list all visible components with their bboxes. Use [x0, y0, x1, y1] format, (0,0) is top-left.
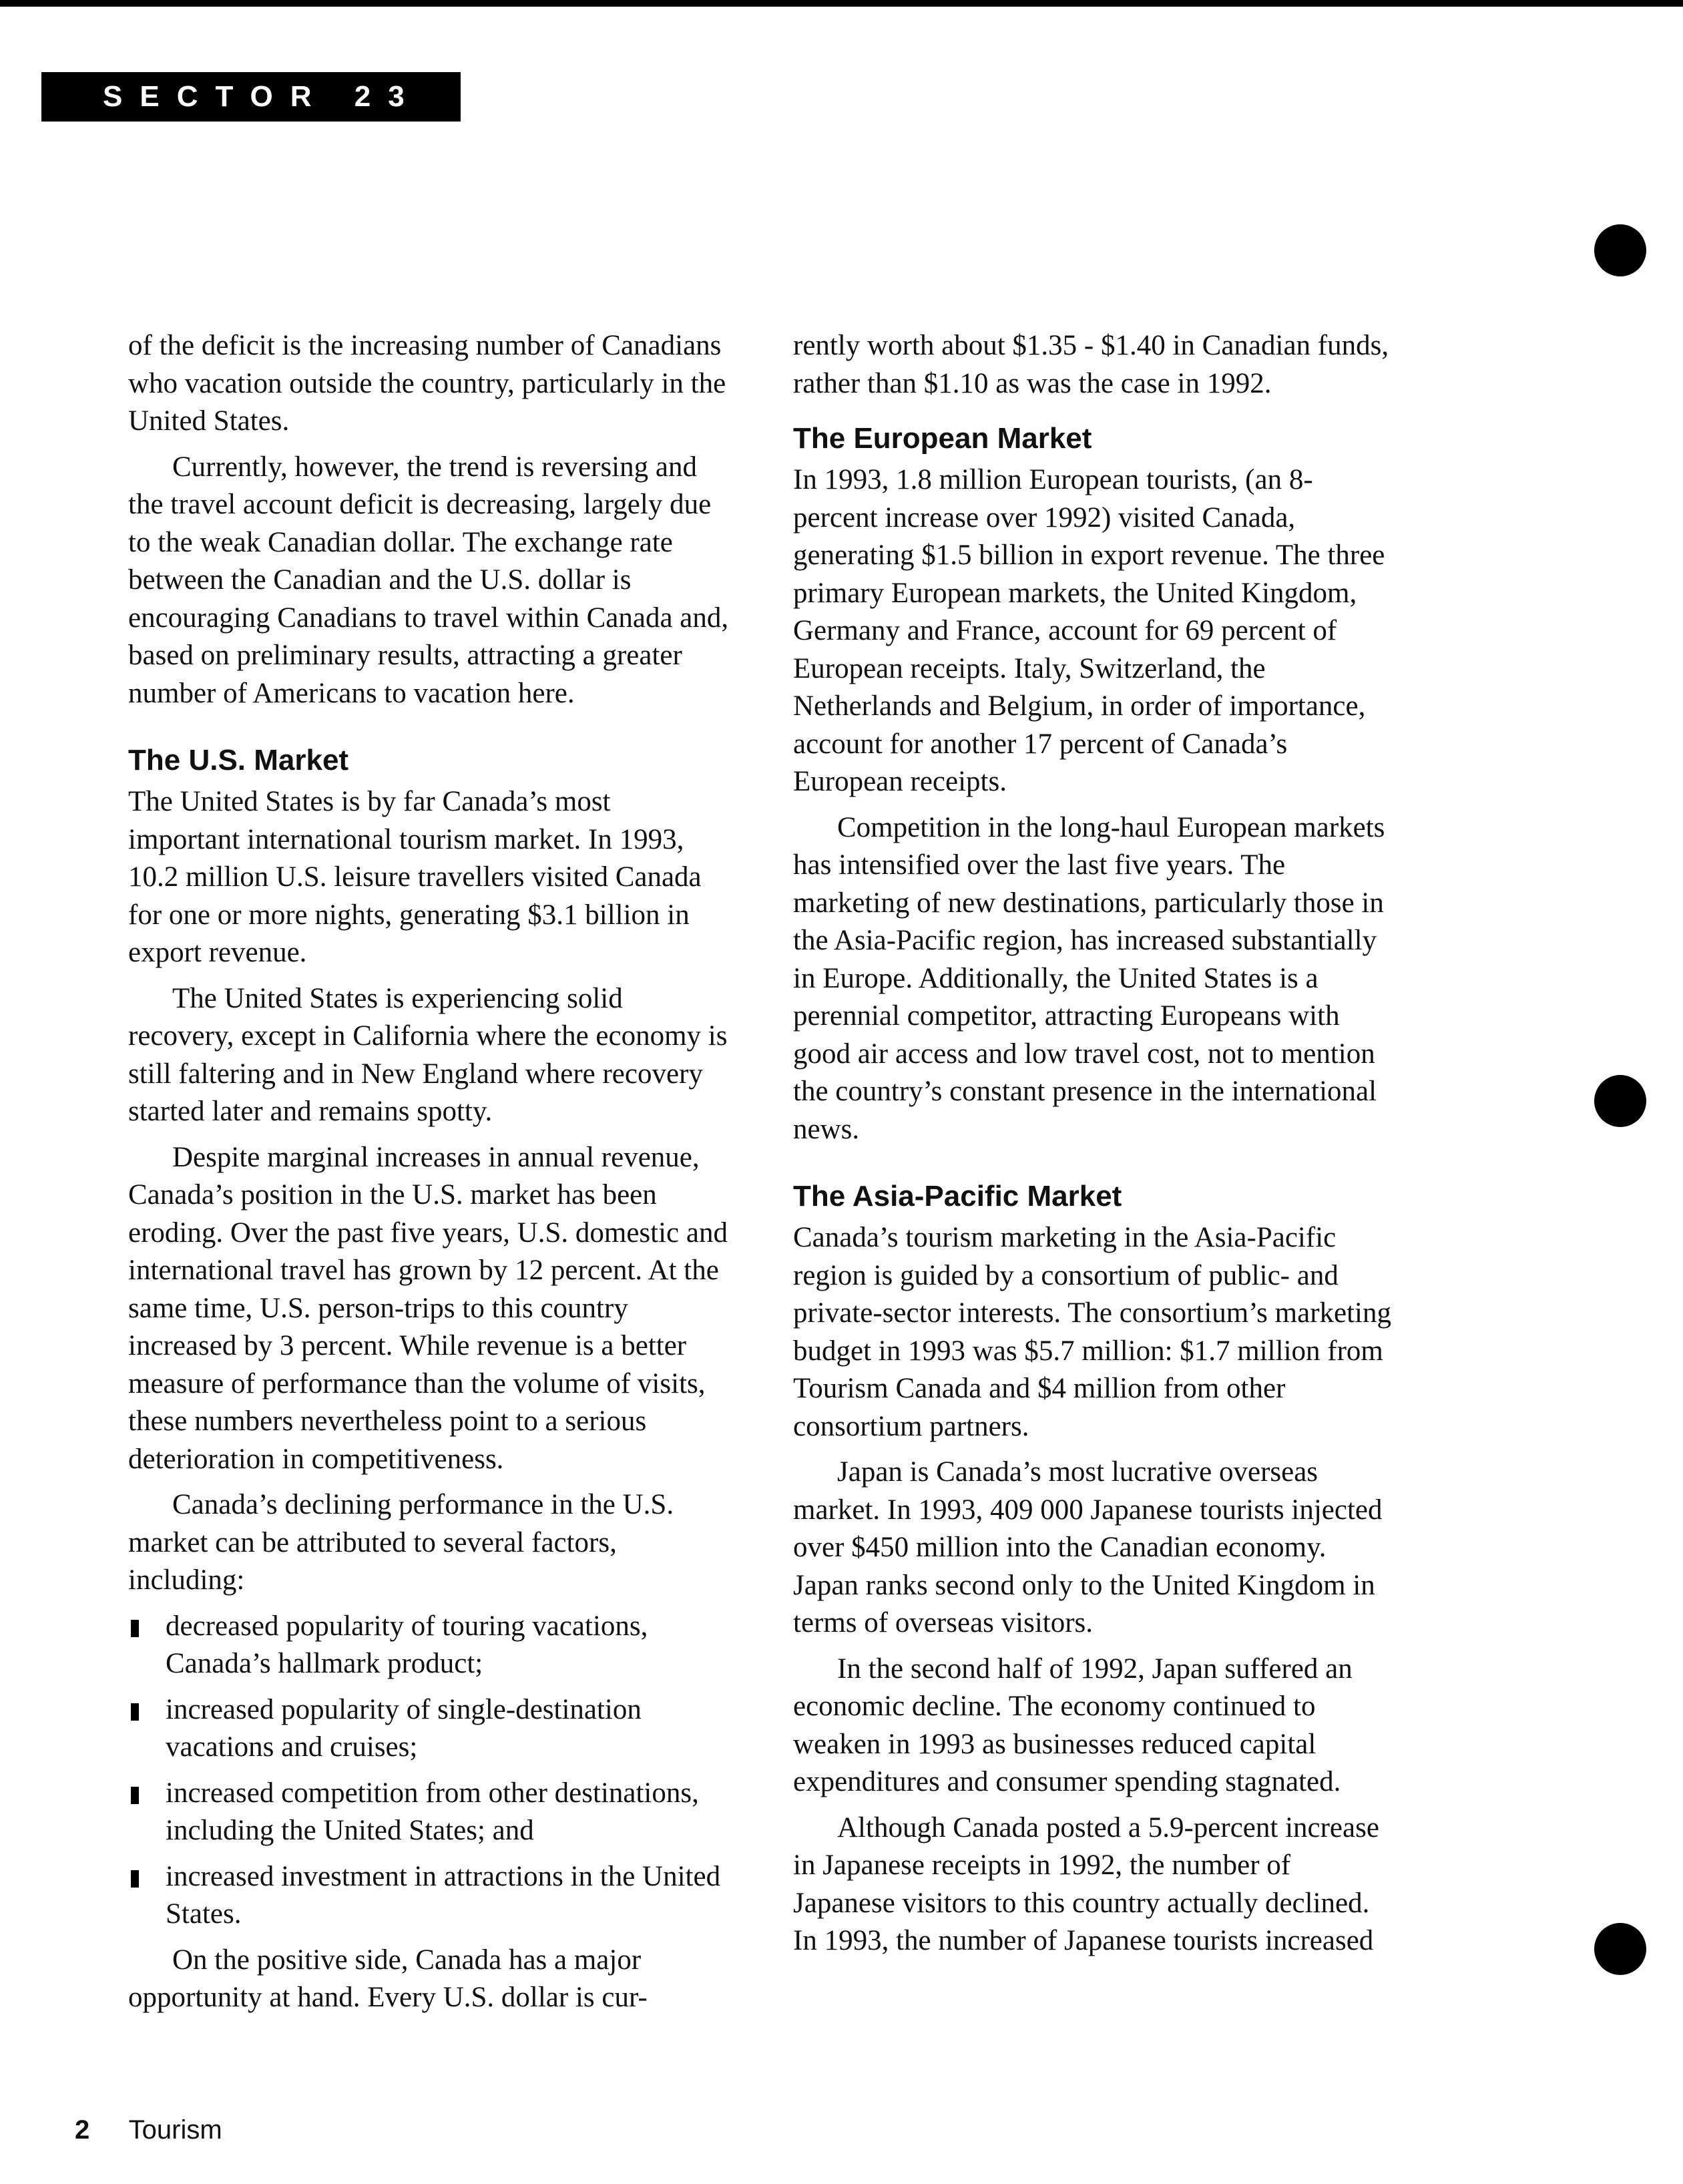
bullet-icon [131, 1703, 139, 1721]
heading-us-market: The U.S. Market [128, 744, 349, 777]
paragraph: Canada’s declining performance in the U.S. market can be attributed to several factors, including: [128, 1489, 674, 1596]
sector-header: SECTOR 23 [41, 72, 461, 122]
page-footer [75, 2115, 222, 2145]
punch-hole-middle [1594, 1075, 1646, 1127]
bullet-icon [131, 1787, 139, 1804]
punch-hole-top [1594, 224, 1646, 276]
paragraph: rently worth about $1.35 - $1.40 in Canadian funds, rather than $1.10 as was the case in 1992. [793, 330, 1389, 399]
heading-asia-pacific-market: The Asia-Pacific Market [793, 1180, 1122, 1213]
list-item: decreased popularity of touring vacations, Canada’s hallmark product; [128, 1608, 729, 1683]
right-column [793, 327, 1397, 1968]
paragraph: Competition in the long-haul European markets has intensified over the last five years. The marketing of new destinations, particularly those in the Asia-Pacific region, has increased substantially in Europe. Additionally, the United States is a perennial competitor, attracting Europeans with good air access and low travel cost, not to mention the country’s constant presence in the international news. [793, 811, 1385, 1145]
bullet-icon [131, 1620, 139, 1637]
list-item: increased competition from other destinations, including the United States; and [128, 1775, 729, 1850]
list-item: increased popularity of single-destination vacations and cruises; [128, 1691, 729, 1767]
heading-european-market: The European Market [793, 422, 1092, 455]
paragraph: In the second half of 1992, Japan suffered an economic decline. The economy continued to weaken in 1993 as businesses reduced capital expenditures and consumer spending stagnated. [793, 1653, 1353, 1797]
factor-list [128, 1608, 729, 1934]
left-column [128, 327, 729, 2025]
paragraph: Japan is Canada’s most lucrative overseas market. In 1993, 409 000 Japanese tourists injected over $450 million into the Canadian economy. Japan ranks second only to the United Kingdom in terms of overseas visitors. [793, 1456, 1383, 1639]
paragraph: Canada’s tourism marketing in the Asia-Pacific region is guided by a consortium of public- and private-sector interests. The consortium’s marketing budget in 1993 was $5.7 million: $1.7 million from Tourism Canada and $4 million from other consortium partners. [793, 1222, 1391, 1442]
bullet-icon [131, 1870, 139, 1888]
paragraph: Despite marginal increases in annual revenue, Canada’s position in the U.S. market has been eroding. Over the past five years, U.S. domestic and international travel has grown by 12 percent. At the same time, U.S. person-trips to this country increased by 3 percent. While revenue is a better measure of performance than the volume of visits, these numbers nevertheless point to a serious deterioration in competitiveness. [128, 1141, 728, 1475]
paragraph: Currently, however, the trend is reversing and the travel account deficit is decreasing, largely due to the weak Canadian dollar. The exchange rate between the Canadian and the U.S. dollar is encouraging Canadians to travel within Canada and, based on preliminary results, attracting a greater number of Americans to vacation here. [128, 451, 729, 709]
paragraph: The United States is experiencing solid recovery, except in California where the economy is still faltering and in New England where recovery started later and remains spotty. [128, 982, 728, 1127]
paragraph: On the positive side, Canada has a major opportunity at hand. Every U.S. dollar is cur- [128, 1944, 648, 2013]
paragraph: of the deficit is the increasing number of Canadians who vacation outside the country, particularly in the United States. [128, 330, 726, 437]
list-item: increased investment in attractions in the United States. [128, 1858, 729, 1934]
paragraph: In 1993, 1.8 million European tourists, (an 8-percent increase over 1992) visited Canada, generating $1.5 billion in export revenue. The three primary European markets, the United Kingdom, Germany and France, account for 69 percent of European receipts. Italy, Switzerland, the Netherlands and Belgium, in order of importance, account for another 17 percent of Canada’s European receipts. [793, 464, 1385, 797]
page-number: 2 [75, 2115, 90, 2145]
paragraph: Although Canada posted a 5.9-percent increase in Japanese receipts in 1992, the number of Japanese visitors to this country actually declined. In 1993, the number of Japanese tourists increased [793, 1811, 1379, 1956]
footer-section-title: Tourism [128, 2115, 222, 2145]
paragraph: The United States is by far Canada’s most important international tourism market. In 1993, 10.2 million U.S. leisure travellers visited Canada for one or more nights, generating $3.1 billion in export revenue. [128, 786, 702, 968]
top-rule [0, 0, 1683, 7]
punch-hole-bottom [1594, 1923, 1646, 1975]
